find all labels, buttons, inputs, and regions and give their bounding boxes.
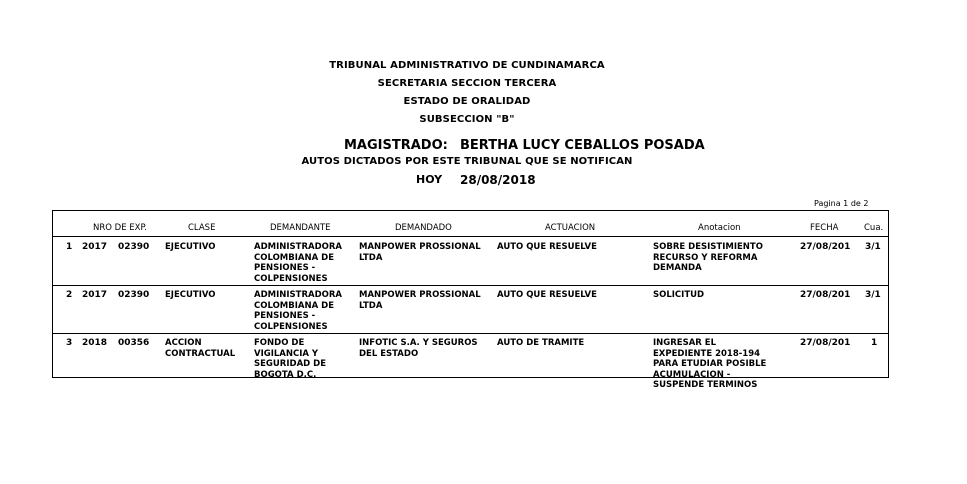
row-divider [53, 285, 888, 286]
row-exp: 02390 [118, 242, 150, 252]
row-cua: 3/1 [865, 242, 881, 252]
header-estado: ESTADO DE ORALIDAD [403, 96, 531, 107]
col-nro: NRO DE EXP. [93, 223, 147, 233]
hoy-label: HOY [416, 173, 443, 186]
row-demandado: INFOTIC S.A. Y SEGUROS DEL ESTADO [359, 338, 478, 359]
page-indicator: Pagina 1 de 2 [814, 199, 869, 208]
col-fecha: FECHA [810, 223, 839, 233]
col-anotacion: Anotacion [698, 223, 741, 233]
hoy-date: 28/08/2018 [460, 173, 536, 187]
row-divider [53, 333, 888, 334]
row-anotacion: SOBRE DESISTIMIENTO RECURSO Y REFORMA DEMANDA [653, 242, 763, 273]
magistrado-label: MAGISTRADO: [344, 138, 448, 153]
row-clase: EJECUTIVO [165, 290, 216, 300]
col-actuacion: ACTUACION [545, 223, 596, 233]
row-demandante: ADMINISTRADORA COLOMBIANA DE PENSIONES - COLPENSIONES [254, 242, 342, 284]
row-exp: 02390 [118, 290, 150, 300]
header-divider [53, 236, 888, 237]
row-anotacion: INGRESAR EL EXPEDIENTE 2018-194 PARA ETUDIAR POSIBLE ACUMULACION - SUSPENDE TERMINOS [653, 338, 767, 390]
row-cua: 1 [871, 338, 878, 348]
row-clase: ACCION CONTRACTUAL [165, 338, 236, 359]
row-demandado: MANPOWER PROSSIONAL LTDA [359, 242, 481, 263]
row-actuacion: AUTO QUE RESUELVE [497, 242, 597, 252]
row-clase: EJECUTIVO [165, 242, 216, 252]
row-index: 2 [66, 290, 73, 300]
magistrado-name: BERTHA LUCY CEBALLOS POSADA [460, 138, 705, 153]
row-index: 3 [66, 338, 73, 348]
col-clase: CLASE [188, 223, 216, 233]
row-demandante: FONDO DE VIGILANCIA Y SEGURIDAD DE BOGOTA D.C. [254, 338, 327, 380]
col-cua: Cua. [864, 223, 884, 233]
row-exp: 00356 [118, 338, 150, 348]
row-fecha: 27/08/201 [800, 242, 851, 252]
header-secretaria: SECRETARIA SECCION TERCERA [377, 78, 557, 89]
row-year: 2018 [82, 338, 108, 348]
estado-table [52, 210, 889, 390]
row-year: 2017 [82, 290, 108, 300]
row-actuacion: AUTO QUE RESUELVE [497, 290, 597, 300]
row-year: 2017 [82, 242, 108, 252]
hoy-block [416, 173, 536, 187]
row-anotacion: SOLICITUD [653, 290, 705, 300]
row-demandado: MANPOWER PROSSIONAL LTDA [359, 290, 481, 311]
header-subseccion: SUBSECCION "B" [419, 114, 515, 125]
header-tribunal: TRIBUNAL ADMINISTRATIVO DE CUNDINAMARCA [329, 60, 605, 71]
row-index: 1 [66, 242, 73, 252]
row-actuacion: AUTO DE TRAMITE [497, 338, 585, 348]
row-fecha: 27/08/201 [800, 338, 851, 348]
autos-line: AUTOS DICTADOS POR ESTE TRIBUNAL QUE SE NOTIFICAN [301, 156, 633, 167]
row-demandante: ADMINISTRADORA COLOMBIANA DE PENSIONES - COLPENSIONES [254, 290, 342, 332]
magistrado-block [344, 138, 705, 153]
row-fecha: 27/08/201 [800, 290, 851, 300]
col-demandante: DEMANDANTE [270, 223, 331, 233]
row-cua: 3/1 [865, 290, 881, 300]
col-demandado: DEMANDADO [395, 223, 452, 233]
